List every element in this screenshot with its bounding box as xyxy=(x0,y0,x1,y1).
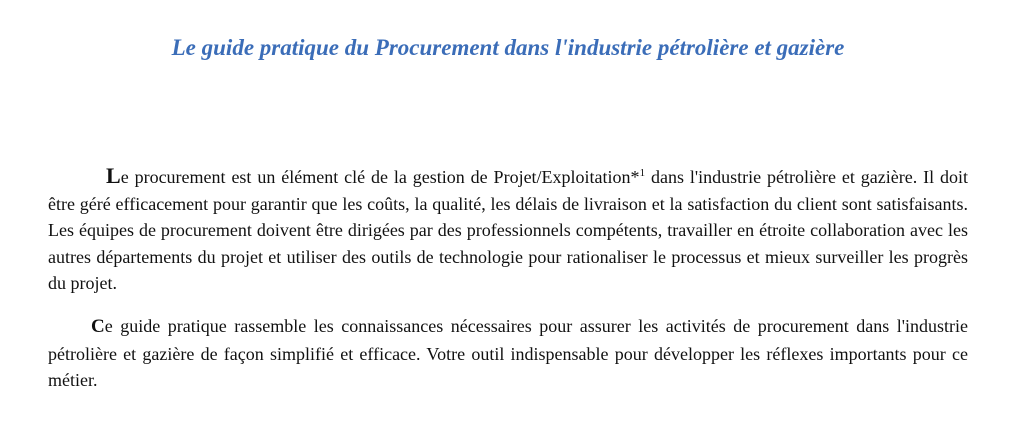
footnote-reference: 1 xyxy=(639,167,646,179)
intro-paragraph xyxy=(48,163,968,297)
guide-description-paragraph xyxy=(48,313,968,394)
drop-cap-initial: C xyxy=(91,316,105,337)
drop-cap-initial: L xyxy=(106,163,121,188)
paragraph-text-part1: e procurement est un élément clé de la gestion de Projet/Exploitation* xyxy=(120,167,640,187)
paragraph-text: e guide pratique rassemble les connaissances nécessaires pour assurer les activités de procurement dans l'industrie pétrolière et gazière de façon simplifié et efficace. Votre outil indispensable pour développer les réflexes importants pour ce métier. xyxy=(48,316,968,390)
document-title: Le guide pratique du Procurement dans l'industrie pétrolière et gazière xyxy=(171,35,845,60)
paragraph-text-part2: dans l'industrie pétrolière et gazière. Il doit être géré efficacement pour garantir que les coûts, la qualité, les délais de livraison et la satisfaction du client sont satisfaisants. Les équipes de procurement doivent être dirigées par des professionnels compétents, travailler en étroite collaboration avec les autres départements du projet et utiliser des outils de technologie pour rationaliser le processus et mieux surveiller les progrès du projet. xyxy=(48,167,969,293)
